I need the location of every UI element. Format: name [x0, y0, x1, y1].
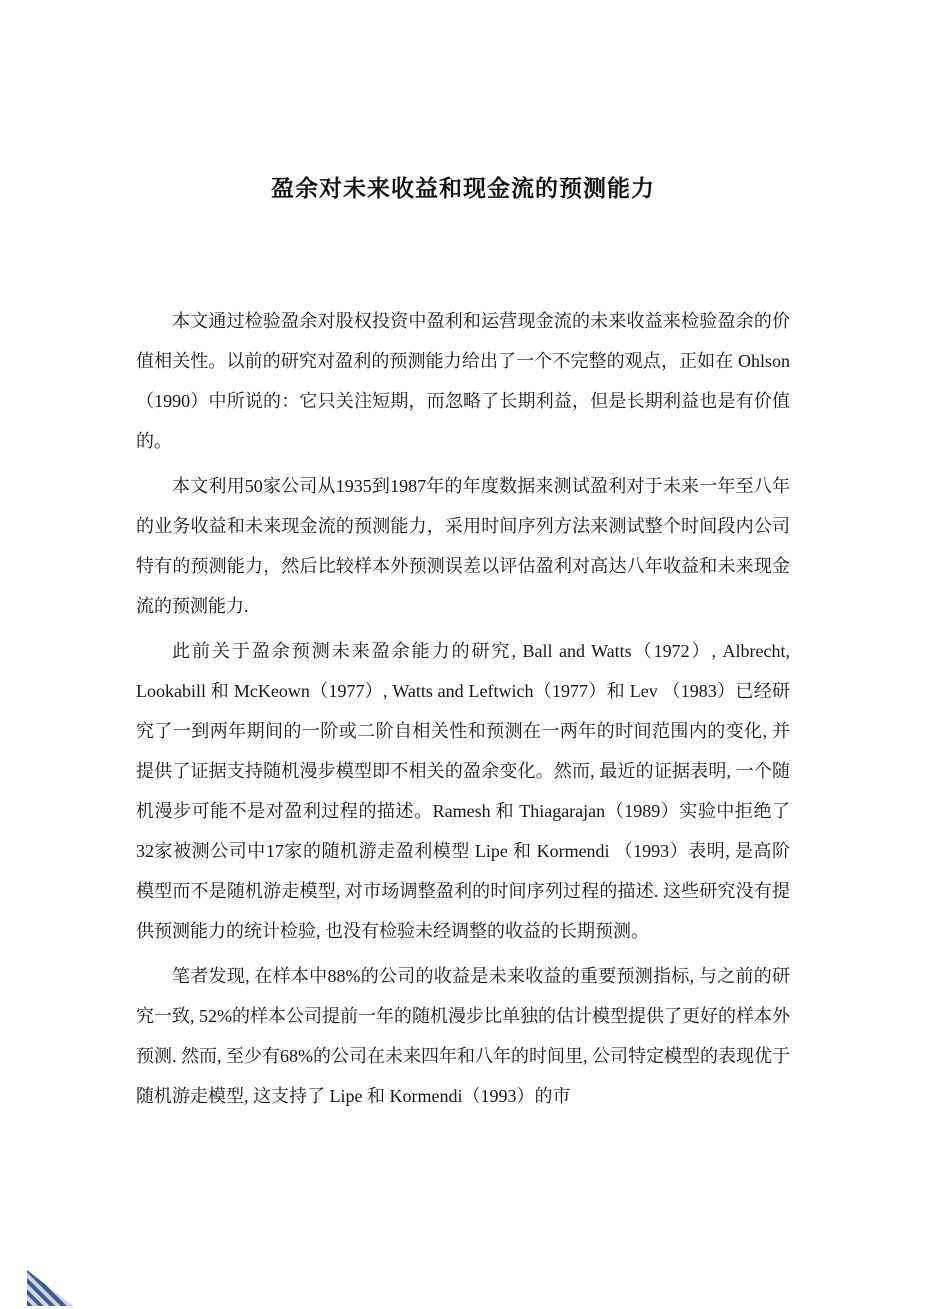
document-title: 盈余对未来收益和现金流的预测能力 — [271, 176, 655, 202]
paragraph-methodology: 本文利用50家公司从1935到1987年的年度数据来测试盈利对于未来一年至八年的业务收益和未来现金流的预测能力，采用时间序列方法来测试整个时间段内公司特有的预测能力，然后比较样本外预测误差以评估盈利对高达八年收益和未来现金流的预测能力. — [136, 476, 790, 616]
paragraph-prior-research: 此前关于盈余预测未来盈余能力的研究, Ball and Watts（1972）, Albrecht, Lookabill 和 McKeown（1977）, Watts and Leftwich（1977）和 Lev （1983）已经研究了一到两年期间的一阶或二阶自相关性和预测在一两年的时间范围内的变化, 并提供了证据支持随机漫步模型即不相关的盈余变化。然而, 最近的证据表明, 一个随机漫步可能不是对盈利过程的描述。Ramesh 和 Thiagarajan（1989）实验中拒绝了32家被测公司中17家的随机游走盈利模型 Lipe 和 Kormendi （1993）表明, 是高阶模型而不是随机游走模型, 对市场调整盈利的时间序列过程的描述. 这些研究没有提供预测能力的统计检验, 也没有检验未经调整的收益的长期预测。 — [136, 641, 790, 941]
document-body — [0, 301, 926, 1116]
page-corner-artifact — [27, 1270, 73, 1306]
paragraph-abstract: 本文通过检验盈余对股权投资中盈利和运营现金流的未来收益来检验盈余的价值相关性。以前的研究对盈利的预测能力给出了一个不完整的观点，正如在 Ohlson（1990）中所说的：它只关注短期，而忽略了长期利益，但是长期利益也是有价值的。 — [136, 311, 790, 451]
paragraph-findings: 笔者发现, 在样本中88%的公司的收益是未来收益的重要预测指标, 与之前的研究一致, 52%的样本公司提前一年的随机漫步比单独的估计模型提供了更好的样本外预测. 然而, 至少有68%的公司在未来四年和八年的时间里, 公司特定模型的表现优于随机游走模型, 这支持了 Lipe 和 Kormendi（1993）的市 — [136, 966, 790, 1106]
